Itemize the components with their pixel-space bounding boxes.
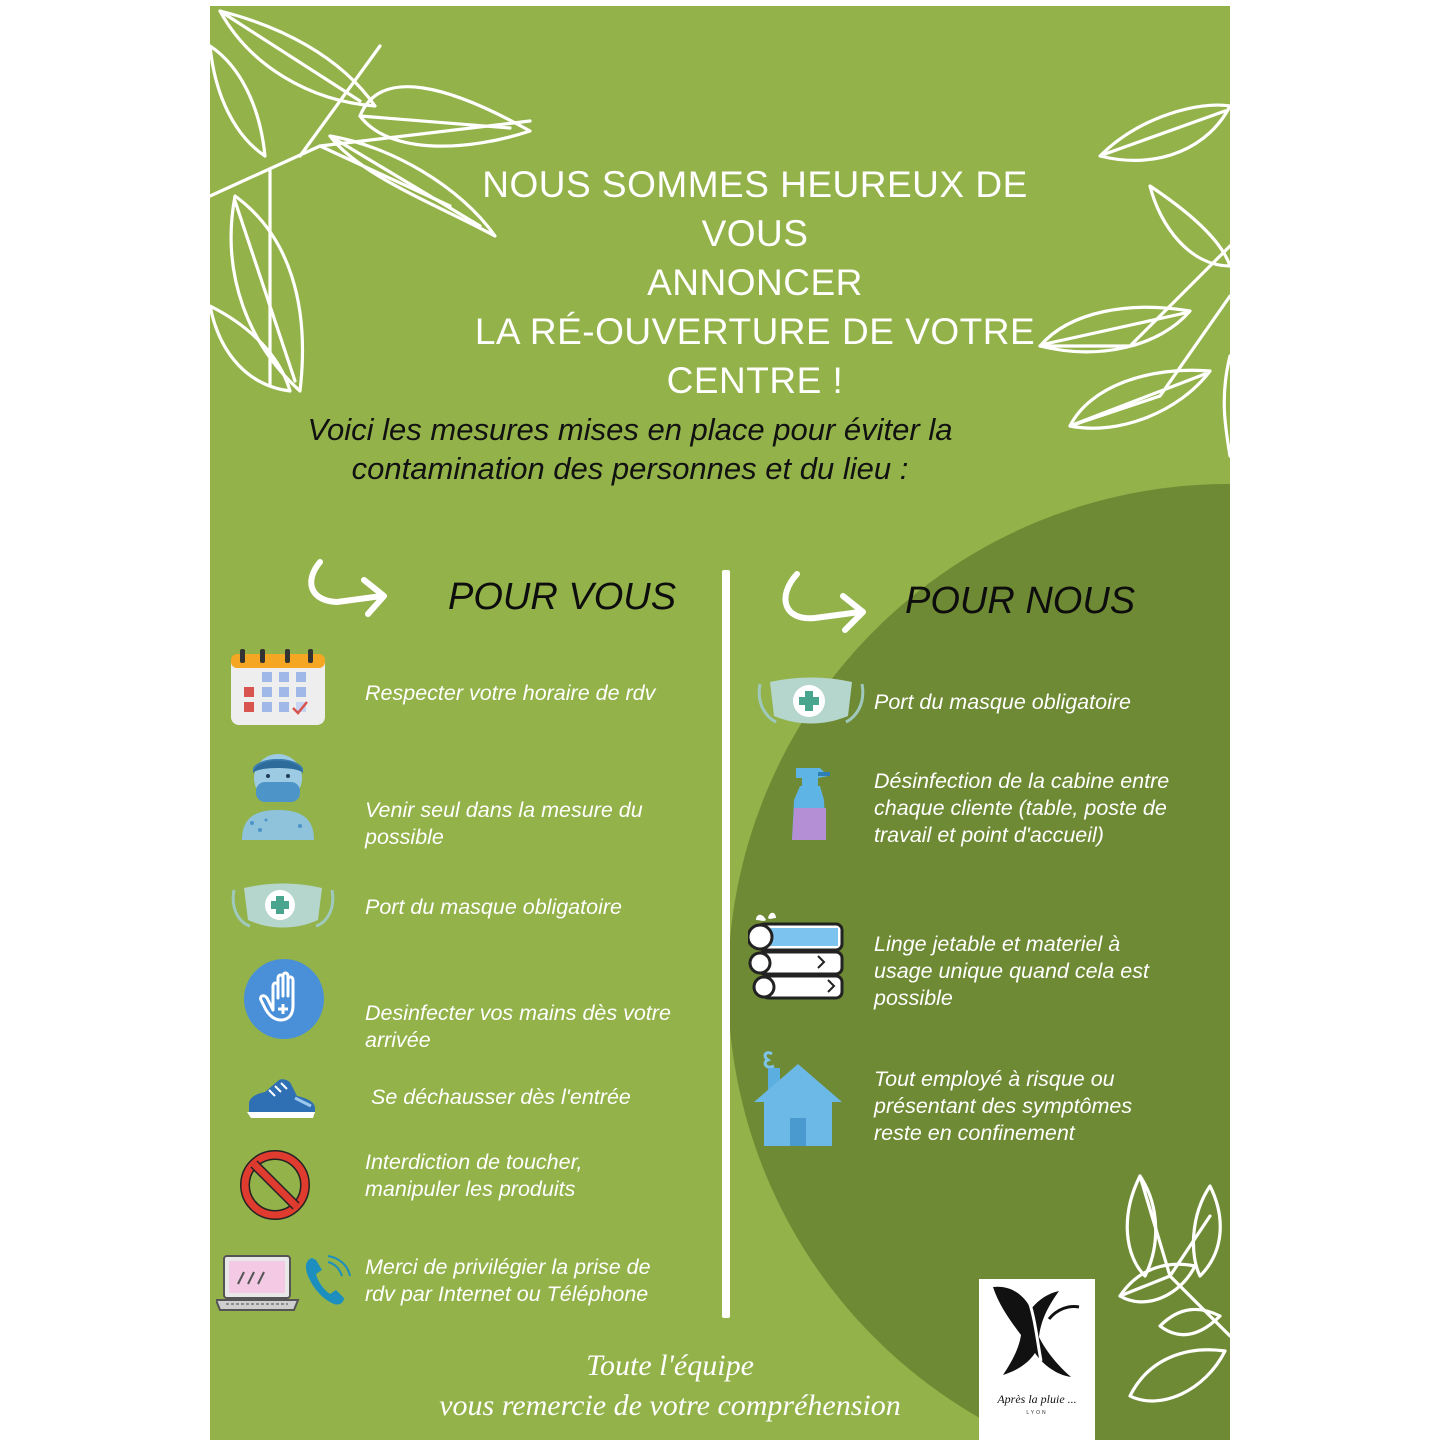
curved-arrow-icon-vous (302, 556, 397, 626)
item-line: reste en confinement (874, 1121, 1075, 1145)
item-line: possible (874, 986, 953, 1010)
pour-vous-item-text (365, 1254, 651, 1308)
thanks-line: Toute l'équipe (586, 1349, 754, 1382)
item-line: arrivée (365, 1028, 431, 1052)
brand-logo (979, 1279, 1095, 1440)
item-line: Interdiction de toucher, (365, 1150, 583, 1174)
pour-nous-item-text (874, 931, 1149, 1012)
thanks-line: vous remercie de votre compréhension (439, 1389, 901, 1422)
item-line: travail et point d'accueil) (874, 823, 1104, 847)
house-icon (754, 1046, 842, 1148)
column-divider (722, 570, 730, 1318)
item-line: Merci de privilégier la prise de (365, 1255, 651, 1279)
laptop-phone-icon (216, 1254, 352, 1314)
pour-vous-item-text (365, 1149, 583, 1203)
item-line: Tout employé à risque ou (874, 1067, 1115, 1091)
pour-vous-item-text (365, 680, 655, 707)
logo-city: LYON (1026, 1410, 1048, 1416)
pour-nous-title: POUR NOUS (905, 580, 1136, 622)
item-line: manipuler les produits (365, 1177, 576, 1201)
pour-nous-item-text (874, 689, 1131, 716)
headline (430, 160, 1080, 405)
item-line: Venir seul dans la mesure du (365, 798, 643, 822)
item-line: Port du masque obligatoire (874, 690, 1131, 714)
item-line: Port du masque obligatoire (365, 895, 622, 919)
face-mask-icon (756, 676, 866, 726)
logo-brushstroke-icon (979, 1279, 1095, 1391)
headline-line: ANNONCER (647, 262, 863, 303)
curved-arrow-icon-nous (775, 566, 875, 641)
face-mask-icon (230, 882, 336, 930)
intro-line: Voici les mesures mises en place pour éviter la (307, 412, 953, 447)
pour-nous-item-text (874, 1066, 1132, 1147)
item-line: présentant des symptômes (874, 1094, 1133, 1118)
item-line: Linge jetable et materiel à (874, 932, 1121, 956)
masked-person-icon (240, 748, 316, 840)
pour-vous-title: POUR VOUS (448, 576, 677, 618)
pour-vous-item-text (365, 894, 622, 921)
spray-bottle-icon (788, 764, 832, 842)
pour-vous-item-text (365, 1000, 671, 1054)
towels-icon (748, 910, 846, 1002)
item-line: Respecter votre horaire de rdv (365, 681, 656, 705)
item-line: rdv par Internet ou Téléphone (365, 1282, 649, 1306)
thanks-message (360, 1346, 980, 1426)
item-line: possible (365, 825, 444, 849)
headline-line: NOUS SOMMES HEUREUX DE VOUS (482, 164, 1028, 254)
sneaker-icon (245, 1076, 317, 1120)
pour-vous-item-text (365, 797, 643, 851)
headline-line: CENTRE ! (666, 360, 844, 401)
intro-line: contamination des personnes et du lieu : (351, 451, 909, 486)
pour-vous-item-text (365, 1084, 631, 1111)
item-line: Se déchausser dès l'entrée (365, 1085, 631, 1109)
pour-nous-item-text (874, 768, 1169, 849)
prohibited-icon (240, 1150, 310, 1220)
item-line: chaque cliente (table, poste de (874, 796, 1167, 820)
logo-name: Après la pluie ... (997, 1392, 1077, 1406)
leaves-decoration-bottom-right (1100, 1156, 1230, 1416)
hand-sanitizer-icon (243, 958, 325, 1040)
item-line: Desinfecter vos mains dès votre (365, 1001, 671, 1025)
item-line: Désinfection de la cabine entre (874, 769, 1170, 793)
item-line: usage unique quand cela est (874, 959, 1149, 983)
calendar-icon (230, 648, 326, 726)
intro-text (240, 410, 1020, 488)
headline-line: LA RÉ-OUVERTURE DE VOTRE (474, 311, 1036, 352)
